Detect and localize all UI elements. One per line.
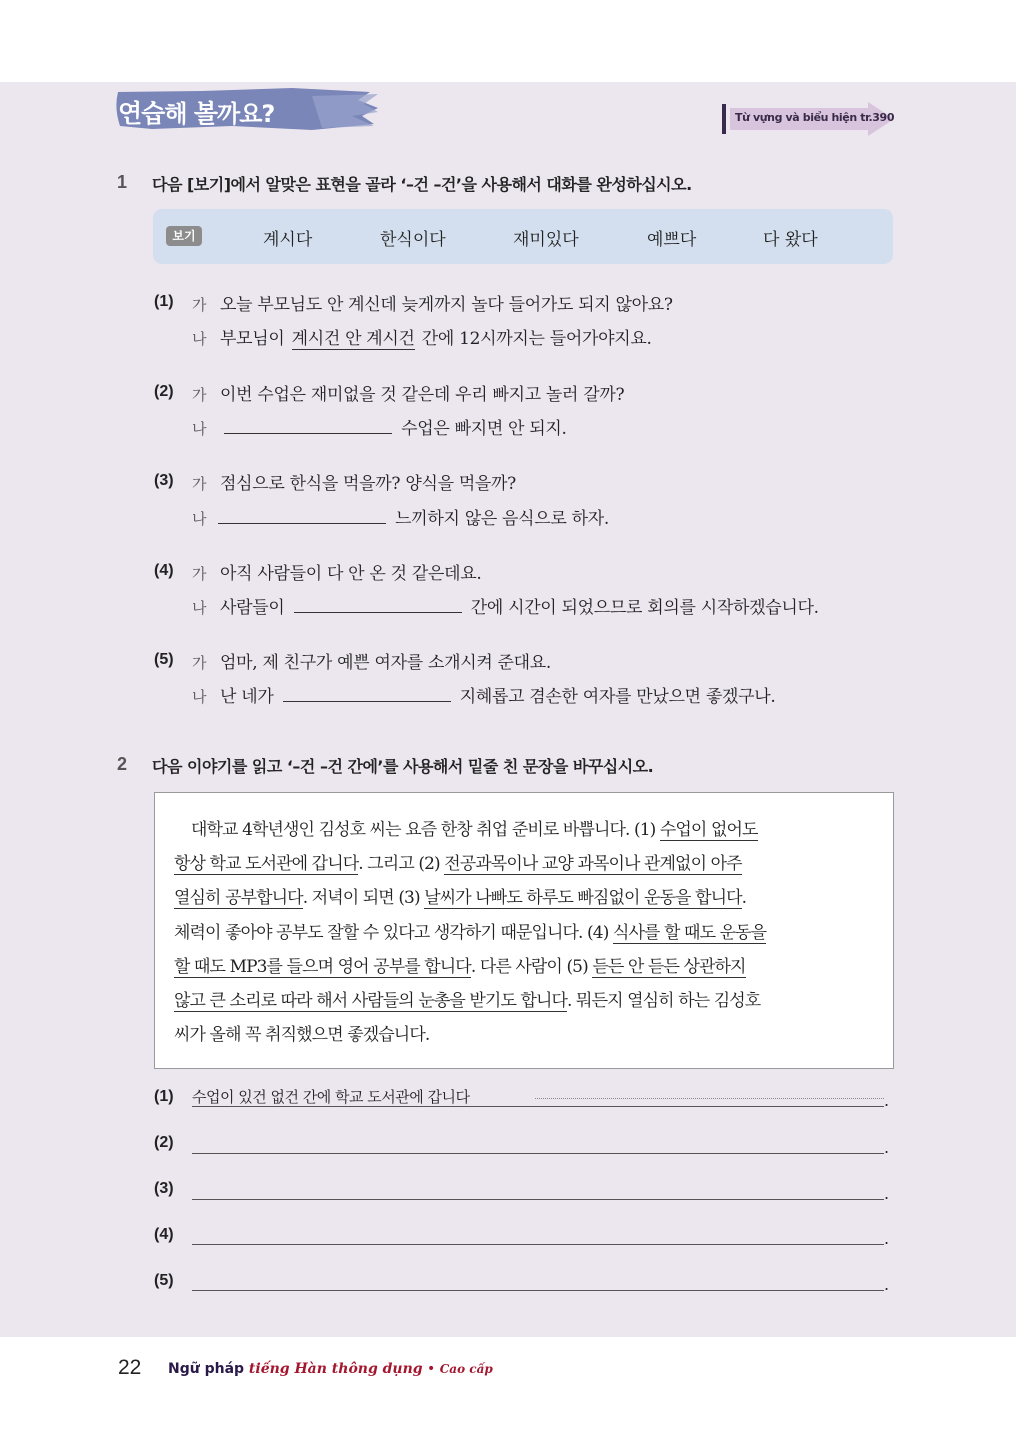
answer-line[interactable] — [192, 1244, 884, 1245]
answer-blank[interactable] — [283, 685, 451, 702]
reference-text: Từ vựng và biểu hiện tr.390 — [735, 111, 895, 124]
dialogue-line-b: 수업은 빠지면 안 되지. — [220, 414, 567, 439]
speaker-b: 나 — [192, 420, 207, 438]
answer-example-text: 수업이 있건 없건 간에 학교 도서관에 갑니다 — [192, 1088, 470, 1106]
dialogue-line-b: 느끼하지 않은 음식으로 하자. — [214, 504, 609, 529]
answer-number: (4) — [154, 1226, 174, 1243]
answer-period: . — [884, 1275, 890, 1294]
answer-number: (1) — [154, 1088, 174, 1105]
story-line: 항상 학교 도서관에 갑니다. 그리고 (2) 전공과목이나 교양 과목이나 관계없이 아주 — [174, 854, 742, 874]
speaker-a: 가 — [192, 386, 207, 404]
dialogue-line-b: 난 네가 지혜롭고 겸손한 여자를 만났으면 좋겠구나. — [220, 687, 776, 707]
example-word: 재미있다 — [513, 230, 579, 250]
answer-number: (3) — [154, 1180, 174, 1197]
question-2-instruction: 다음 이야기를 읽고 ‘–건 –건 간에’를 사용해서 밑줄 친 문장을 바꾸십시오. — [152, 757, 654, 776]
dialogue-line-a: 엄마, 제 친구가 예쁜 여자를 소개시켜 준대요. — [220, 653, 552, 673]
speaker-b: 나 — [192, 599, 207, 617]
dialogue-line-b: 사람들이 간에 시간이 되었으므로 회의를 시작하겠습니다. — [220, 598, 819, 618]
answer-number: (2) — [154, 1134, 174, 1151]
example-word: 한식이다 — [380, 230, 446, 250]
answer-period: . — [884, 1138, 890, 1157]
answer-number: (5) — [154, 1272, 174, 1289]
section-title: 연습해 볼까요? — [118, 99, 275, 128]
item-number: (3) — [154, 472, 174, 489]
speaker-a: 가 — [192, 565, 207, 583]
story-line: 대학교 4학년생인 김성호 씨는 요즘 한창 취업 준비로 바쁩니다. (1) 수업이 없어도 — [191, 820, 758, 840]
answer-period: . — [884, 1091, 890, 1110]
page-number: 22 — [118, 1356, 142, 1379]
item-number: (1) — [154, 293, 174, 310]
question-number-2: 2 — [117, 754, 128, 774]
dialogue-line-a: 점심으로 한식을 먹을까? 양식을 먹을까? — [220, 474, 516, 494]
page-background — [0, 82, 1016, 1337]
story-line: 않고 큰 소리로 따라 해서 사람들의 눈총을 받기도 합니다. 뭐든지 열심히 하는 김성호 — [174, 991, 761, 1011]
item-number: (2) — [154, 383, 174, 400]
example-word: 계시다 — [263, 230, 313, 250]
speaker-b: 나 — [192, 688, 207, 706]
story-line: 체력이 좋아야 공부도 잘할 수 있다고 생각하기 때문입니다. (4) 식사를 할 때도 운동을 — [174, 923, 767, 943]
dialogue-line-a: 이번 수업은 재미없을 것 같은데 우리 빠지고 놀러 갈까? — [220, 385, 625, 405]
answer-line[interactable] — [192, 1106, 884, 1107]
speaker-a: 가 — [192, 654, 207, 672]
speaker-a: 가 — [192, 296, 207, 314]
answer-blank[interactable] — [294, 596, 462, 613]
answer-blank[interactable] — [218, 507, 386, 524]
answer-blank[interactable] — [224, 417, 392, 434]
answer-period: . — [884, 1229, 890, 1248]
answer-line[interactable] — [192, 1153, 884, 1154]
speaker-b: 나 — [192, 330, 207, 348]
speaker-a: 가 — [192, 475, 207, 493]
speaker-b: 나 — [192, 510, 207, 528]
book-title: Ngữ pháp tiếng Hàn thông dụng • Cao cấp — [168, 1361, 493, 1377]
question-number-1: 1 — [117, 172, 128, 192]
dialogue-line-b: 부모님이 계시건 안 계시건 간에 12시까지는 들어가야지요. — [220, 329, 652, 349]
dotted-guide — [535, 1098, 884, 1099]
story-line: 열심히 공부합니다. 저녁이 되면 (3) 날씨가 나빠도 하루도 빠짐없이 운동을 합니다. — [174, 888, 747, 908]
story-line: 씨가 올해 꼭 취직했으면 좋겠습니다. — [174, 1025, 430, 1045]
answer-line[interactable] — [192, 1290, 884, 1291]
question-1-instruction: 다음 [보기]에서 알맞은 표현을 골라 ‘–건 –건’을 사용해서 대화를 완성하십시오. — [152, 175, 692, 194]
example-label: 보기 — [166, 226, 202, 246]
dialogue-line-a: 아직 사람들이 다 안 온 것 같은데요. — [220, 564, 482, 584]
item-number: (5) — [154, 651, 174, 668]
example-word: 다 왔다 — [763, 230, 818, 250]
example-word: 예쁘다 — [647, 230, 697, 250]
story-line: 할 때도 MP3를 들으며 영어 공부를 합니다. 다른 사람이 (5) 듣든 안 듣든 상관하지 — [174, 957, 746, 977]
item-number: (4) — [154, 562, 174, 579]
dialogue-line-a: 오늘 부모님도 안 계신데 늦게까지 놀다 들어가도 되지 않아요? — [220, 295, 673, 315]
answer-line[interactable] — [192, 1199, 884, 1200]
filled-answer: 계시건 안 계시건 — [291, 329, 415, 349]
answer-period: . — [884, 1184, 890, 1203]
